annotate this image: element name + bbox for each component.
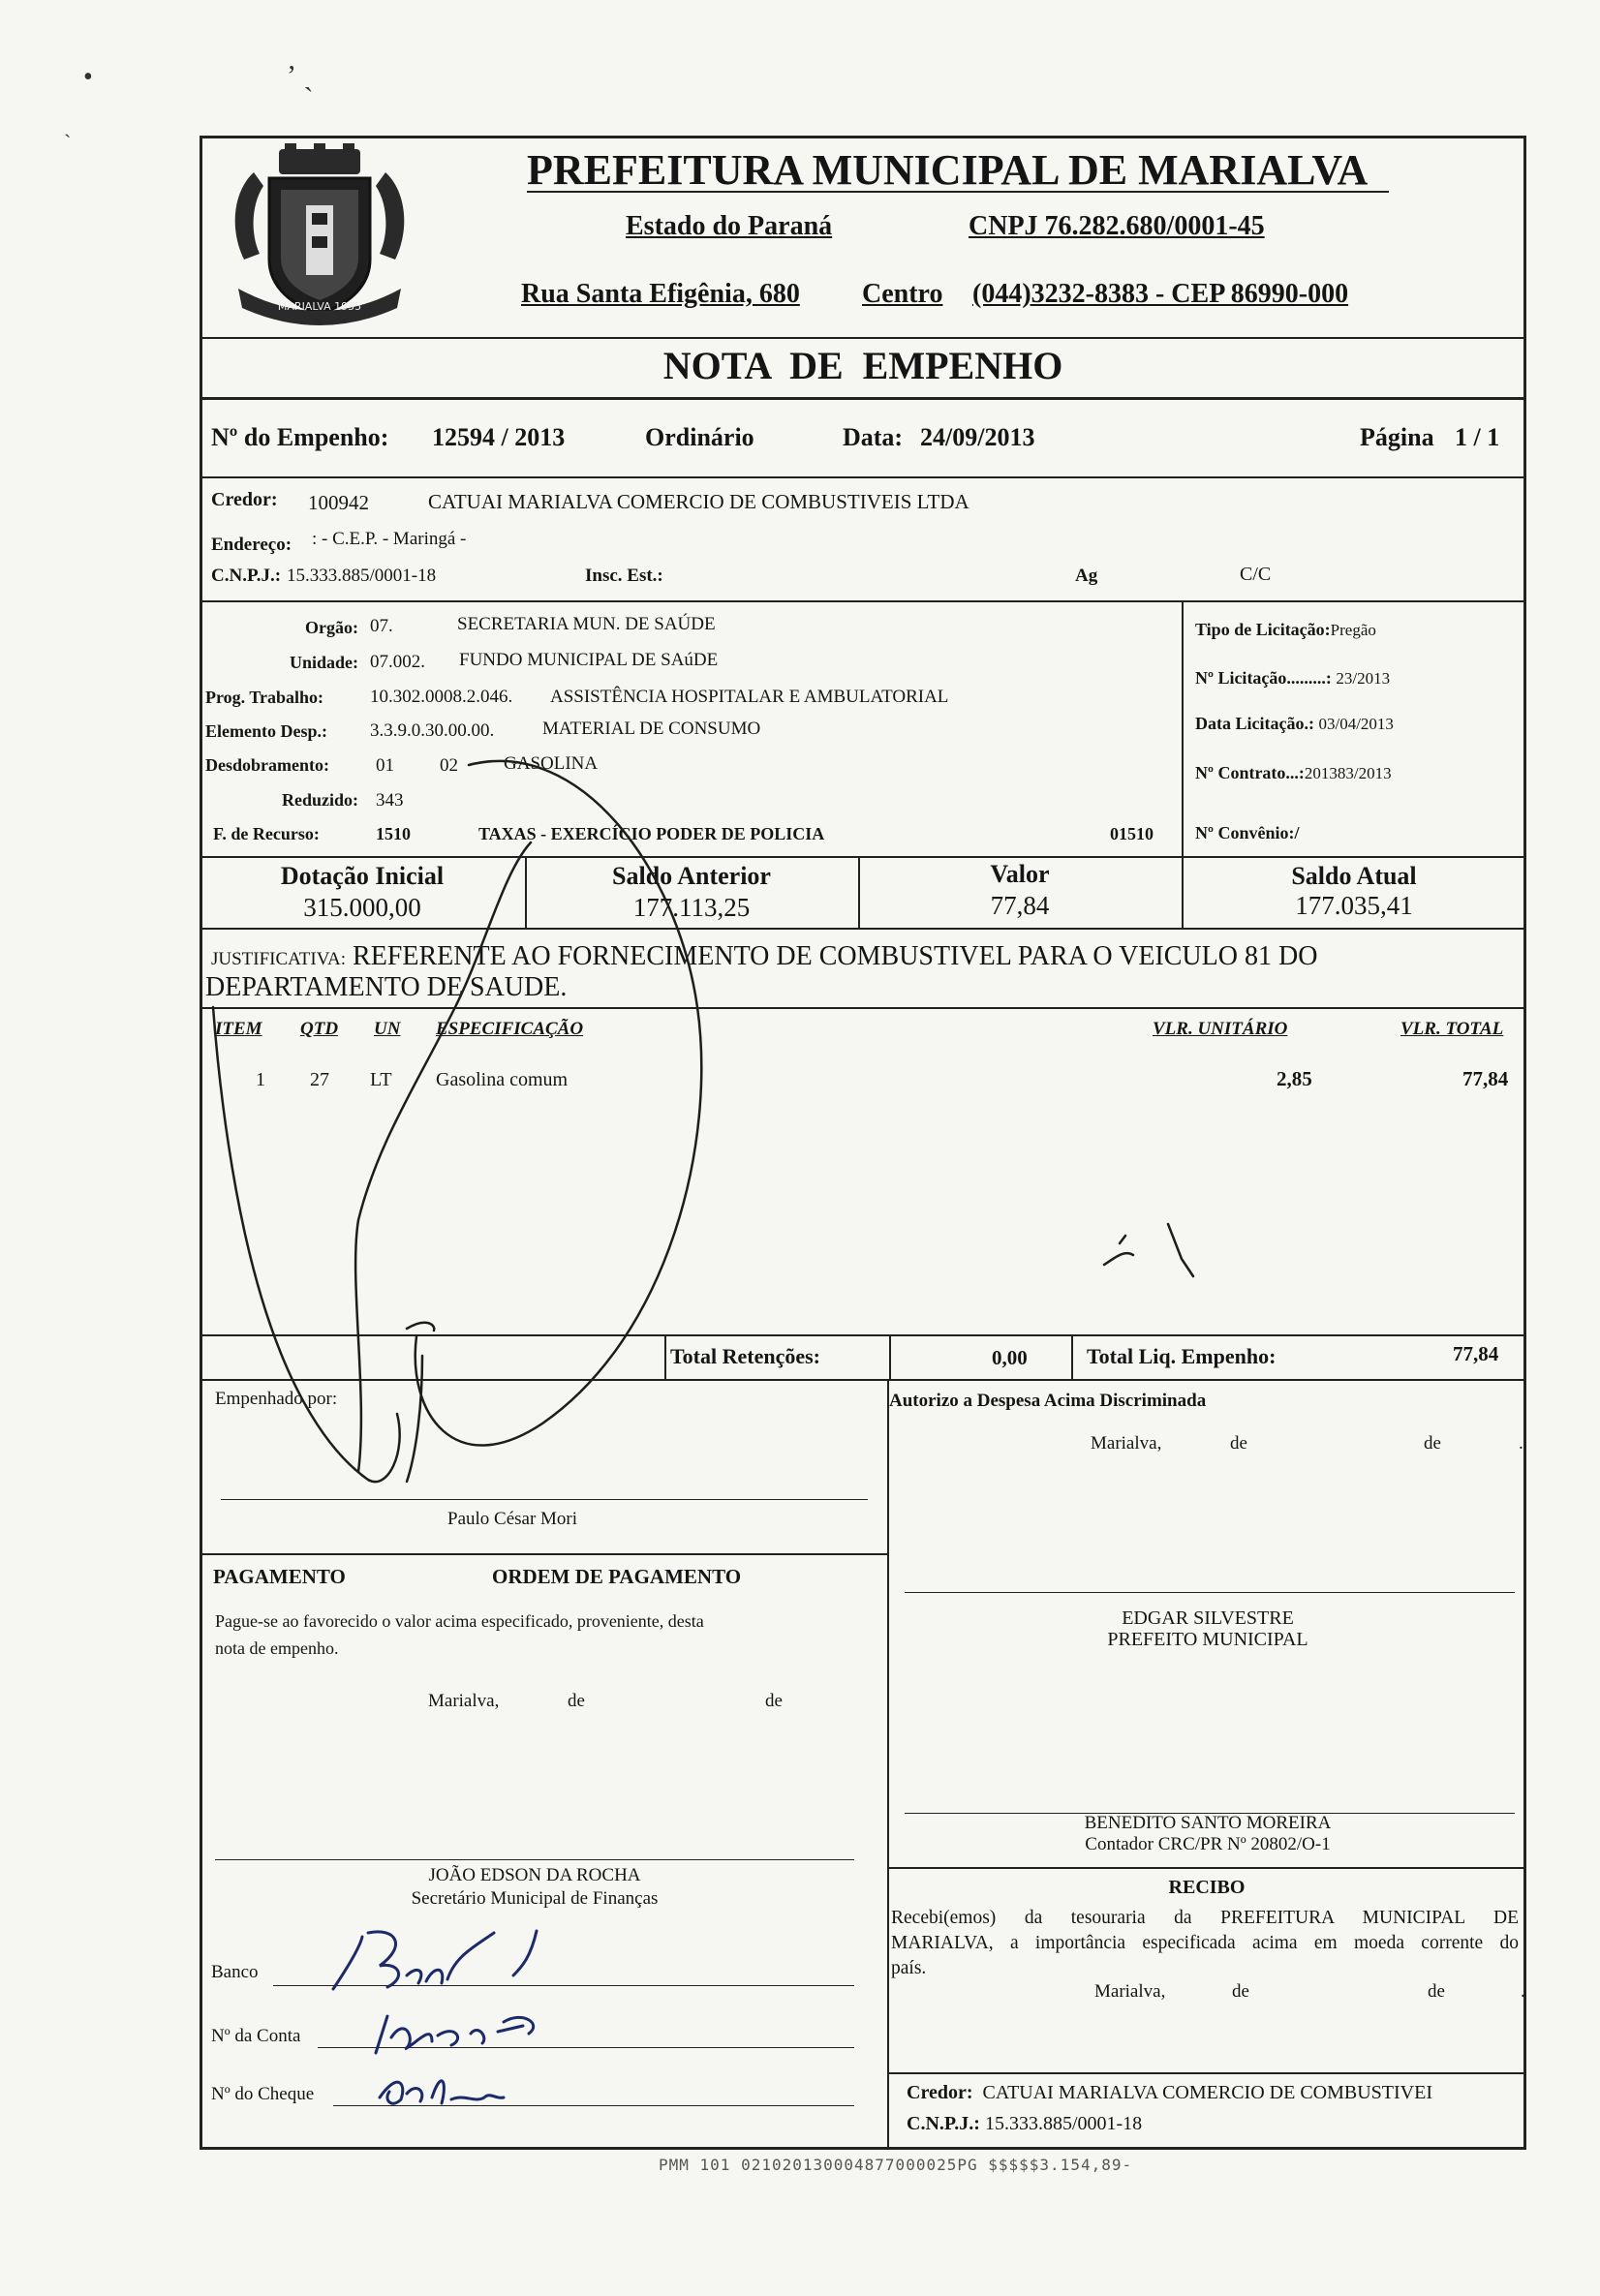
page-label: Página bbox=[1360, 423, 1434, 451]
cc-label: C/C bbox=[1240, 564, 1272, 585]
pagamento-text-1: Pague-se ao favorecido o valor acima especificado, proveniente, desta bbox=[215, 1611, 704, 1631]
contrato-label: Nº Contrato...: bbox=[1195, 763, 1305, 782]
recibo-cnpj-label: C.N.P.J.: bbox=[907, 2113, 980, 2134]
data-licitacao-value: 03/04/2013 bbox=[1318, 715, 1394, 733]
empenhado-por-name: Paulo César Mori bbox=[447, 1509, 578, 1529]
empenho-type: Ordinário bbox=[645, 423, 754, 451]
header-address: Rua Santa Efigênia, 680 bbox=[521, 279, 800, 309]
bank-signature bbox=[333, 1932, 494, 1989]
item-total-value: 77,84 bbox=[1462, 1067, 1509, 1090]
justificativa-text-2: DEPARTAMENTO DE SAUDE. bbox=[205, 972, 568, 1002]
pagamento-de-1: de bbox=[568, 1691, 585, 1711]
prefeito-name: EDGAR SILVESTRE bbox=[1122, 1607, 1294, 1629]
recibo-text-2: MARIALVA, a importância especificada acima em moeda corrente do bbox=[891, 1933, 1519, 1953]
valor-label: Valor bbox=[990, 860, 1050, 888]
orgao-label: Orgão: bbox=[305, 618, 358, 637]
desdobramento-sub: 02 bbox=[440, 755, 458, 776]
contador-name: BENEDITO SANTO MOREIRA bbox=[1084, 1813, 1332, 1833]
item-number: 1 bbox=[256, 1069, 265, 1090]
contrato-value: 201383/2013 bbox=[1304, 764, 1392, 782]
items-header-qtd: QTD bbox=[300, 1019, 339, 1039]
recibo-place: Marialva, bbox=[1094, 1981, 1166, 2002]
elemento-code: 3.3.9.0.30.00.00. bbox=[370, 720, 495, 741]
pen-stroke bbox=[513, 1931, 537, 1975]
banco-label: Banco bbox=[211, 1962, 259, 1982]
page-number: 1 / 1 bbox=[1455, 423, 1500, 451]
empenho-date: 24/09/2013 bbox=[920, 423, 1035, 451]
item-qtd: 27 bbox=[310, 1069, 329, 1090]
ag-label: Ag bbox=[1075, 566, 1098, 586]
desdobramento-code: 01 bbox=[376, 755, 394, 776]
valor-value: 77,84 bbox=[990, 891, 1050, 920]
recibo-de-2: de bbox=[1428, 1981, 1445, 2002]
tipo-licitacao-value: Pregão bbox=[1330, 621, 1376, 639]
items-header-vlr-total: VLR. TOTAL bbox=[1400, 1019, 1504, 1039]
header-state: Estado do Paraná bbox=[626, 211, 833, 241]
cheque-label: Nº do Cheque bbox=[211, 2084, 315, 2104]
secretario-name: JOÃO EDSON DA ROCHA bbox=[428, 1865, 641, 1885]
footer-code: PMM 101 021020130004877000025PG $$$$$3.154,89- bbox=[659, 2156, 1133, 2174]
tipo-licitacao-label: Tipo de Licitação: bbox=[1195, 620, 1331, 639]
secretario-title: Secretário Municipal de Finanças bbox=[411, 1888, 659, 1909]
items-header-vlr-unitario: VLR. UNITÁRIO bbox=[1153, 1019, 1288, 1039]
data-licitacao-label: Data Licitação.: bbox=[1195, 714, 1314, 733]
period-mark: . bbox=[1519, 1433, 1523, 1454]
saldo-atual-label: Saldo Atual bbox=[1291, 862, 1417, 890]
justificativa-label: JUSTIFICATIVA: bbox=[211, 949, 347, 969]
prog-trabalho-label: Prog. Trabalho: bbox=[205, 688, 324, 707]
credor-cnpj-label: C.N.P.J.: bbox=[211, 566, 282, 586]
empenho-date-label: Data: bbox=[843, 423, 904, 451]
insc-est-label: Insc. Est.: bbox=[585, 566, 663, 586]
justificativa-text-1: REFERENTE AO FORNECIMENTO DE COMBUSTIVEL PARA O VEICULO 81 DO bbox=[353, 941, 1318, 971]
header-phone-cep: (044)3232-8383 - CEP 86990-000 bbox=[972, 279, 1349, 309]
recibo-de-1: de bbox=[1232, 1981, 1249, 2002]
pagamento-label: PAGAMENTO bbox=[213, 1565, 346, 1588]
credor-label: Credor: bbox=[211, 489, 278, 510]
items-header-especificacao: ESPECIFICAÇÃO bbox=[436, 1019, 584, 1039]
empenho-number: 12594 / 2013 bbox=[432, 423, 566, 451]
numero-licitacao-label: Nº Licitação.........: bbox=[1195, 668, 1332, 688]
item-un: LT bbox=[370, 1069, 392, 1090]
pen-stroke bbox=[415, 761, 702, 1446]
unidade-code: 07.002. bbox=[370, 652, 425, 672]
saldo-anterior-value: 177.113,25 bbox=[632, 893, 751, 922]
scan-speck: ʼ ˎ bbox=[287, 60, 314, 92]
pen-stroke bbox=[407, 1356, 422, 1482]
item-unit-value: 2,85 bbox=[1277, 1067, 1312, 1090]
recurso-number: 01510 bbox=[1110, 824, 1154, 843]
header-cnpj: CNPJ 76.282.680/0001-45 bbox=[969, 211, 1265, 241]
reduzido-value: 343 bbox=[376, 790, 404, 811]
saldo-anterior-label: Saldo Anterior bbox=[612, 862, 771, 890]
pen-stroke bbox=[1120, 1236, 1125, 1243]
items-header-item: ITEM bbox=[215, 1019, 262, 1039]
dotacao-inicial-label: Dotação Inicial bbox=[280, 862, 445, 890]
header-title: PREFEITURA MUNICIPAL DE MARIALVA bbox=[527, 146, 1369, 194]
document-title: NOTA DE EMPENHO bbox=[662, 344, 1063, 387]
pagamento-place: Marialva, bbox=[428, 1691, 500, 1711]
items-header-un: UN bbox=[374, 1019, 401, 1039]
elemento-name: MATERIAL DE CONSUMO bbox=[542, 719, 761, 739]
elemento-label: Elemento Desp.: bbox=[205, 721, 327, 741]
pen-stroke bbox=[1168, 1224, 1193, 1276]
prog-trabalho-code: 10.302.0008.2.046. bbox=[370, 687, 513, 707]
header-district: Centro bbox=[862, 279, 943, 309]
recibo-credor-label: Credor: bbox=[907, 2082, 973, 2103]
recurso-name: TAXAS - EXERCÍCIO PODER DE POLICIA bbox=[478, 824, 825, 843]
pen-stroke bbox=[407, 1323, 434, 1331]
total-liq-empenho-value: 77,84 bbox=[1453, 1342, 1499, 1365]
conta-label: Nº da Conta bbox=[211, 2026, 301, 2046]
item-spec: Gasolina comum bbox=[436, 1069, 569, 1090]
cheque-signature bbox=[380, 2081, 504, 2103]
orgao-code: 07. bbox=[370, 616, 393, 636]
credor-name: CATUAI MARIALVA COMERCIO DE COMBUSTIVEIS LTDA bbox=[428, 490, 969, 513]
credor-cnpj: 15.333.885/0001-18 bbox=[287, 566, 437, 586]
autorizo-label: Autorizo a Despesa Acima Discriminada bbox=[889, 1391, 1207, 1411]
signature-marks bbox=[333, 1931, 537, 2103]
account-signature bbox=[376, 2016, 534, 2053]
pen-stroke bbox=[355, 842, 531, 1472]
total-retencoes-value: 0,00 bbox=[992, 1346, 1028, 1369]
unidade-name: FUNDO MUNICIPAL DE SAúDE bbox=[459, 650, 719, 670]
pagamento-text-2: nota de empenho. bbox=[215, 1638, 339, 1658]
orgao-name: SECRETARIA MUN. DE SAÚDE bbox=[457, 614, 716, 634]
prog-trabalho-name: ASSISTÊNCIA HOSPITALAR E AMBULATORIAL bbox=[550, 687, 949, 707]
desdobramento-label: Desdobramento: bbox=[205, 755, 329, 775]
period-mark: . bbox=[1521, 1981, 1525, 2002]
numero-licitacao-value: 23/2013 bbox=[1336, 669, 1391, 688]
recibo-text-1: Recebi(emos) da tesouraria da PREFEITURA MUNICIPAL DE bbox=[891, 1908, 1519, 1928]
recibo-text-3: país. bbox=[891, 1958, 927, 1978]
pen-stroke bbox=[213, 1007, 400, 1482]
dotacao-inicial-value: 315.000,00 bbox=[303, 893, 421, 922]
credor-address: : - C.E.P. - Maringá - bbox=[312, 529, 467, 549]
total-retencoes-label: Total Retenções: bbox=[670, 1344, 820, 1368]
recibo-label: RECIBO bbox=[1168, 1877, 1246, 1898]
prefeito-title: PREFEITO MUNICIPAL bbox=[1107, 1629, 1308, 1650]
svg-text:MARIALVA 1955: MARIALVA 1955 bbox=[277, 300, 362, 313]
contador-title: Contador CRC/PR Nº 20802/O-1 bbox=[1085, 1834, 1331, 1854]
autorizo-de-2: de bbox=[1424, 1433, 1441, 1454]
recurso-label: F. de Recurso: bbox=[213, 824, 320, 843]
empenho-number-label: Nº do Empenho: bbox=[211, 423, 389, 451]
credor-code: 100942 bbox=[308, 491, 369, 514]
desdobramento-name: GASOLINA bbox=[504, 753, 599, 774]
scan-speck: • bbox=[83, 62, 93, 92]
scan-speck: ` bbox=[64, 130, 72, 154]
pen-stroke bbox=[1104, 1253, 1133, 1265]
autorizo-place: Marialva, bbox=[1091, 1433, 1162, 1454]
unidade-label: Unidade: bbox=[289, 653, 358, 672]
credor-address-label: Endereço: bbox=[211, 535, 292, 555]
recurso-code: 1510 bbox=[376, 824, 411, 843]
recibo-cnpj-value: 15.333.885/0001-18 bbox=[984, 2113, 1143, 2134]
empenhado-por-label: Empenhado por: bbox=[215, 1389, 338, 1409]
saldo-atual-value: 177.035,41 bbox=[1295, 891, 1413, 920]
recibo-credor-name: CATUAI MARIALVA COMERCIO DE COMBUSTIVEI bbox=[982, 2082, 1432, 2103]
autorizo-de-1: de bbox=[1230, 1433, 1247, 1454]
reduzido-label: Reduzido: bbox=[281, 790, 358, 810]
convenio-label: Nº Convênio:/ bbox=[1195, 823, 1300, 842]
total-liq-empenho-label: Total Liq. Empenho: bbox=[1087, 1344, 1277, 1368]
pagamento-de-2: de bbox=[765, 1691, 783, 1711]
ordem-pagamento-label: ORDEM DE PAGAMENTO bbox=[492, 1565, 742, 1588]
